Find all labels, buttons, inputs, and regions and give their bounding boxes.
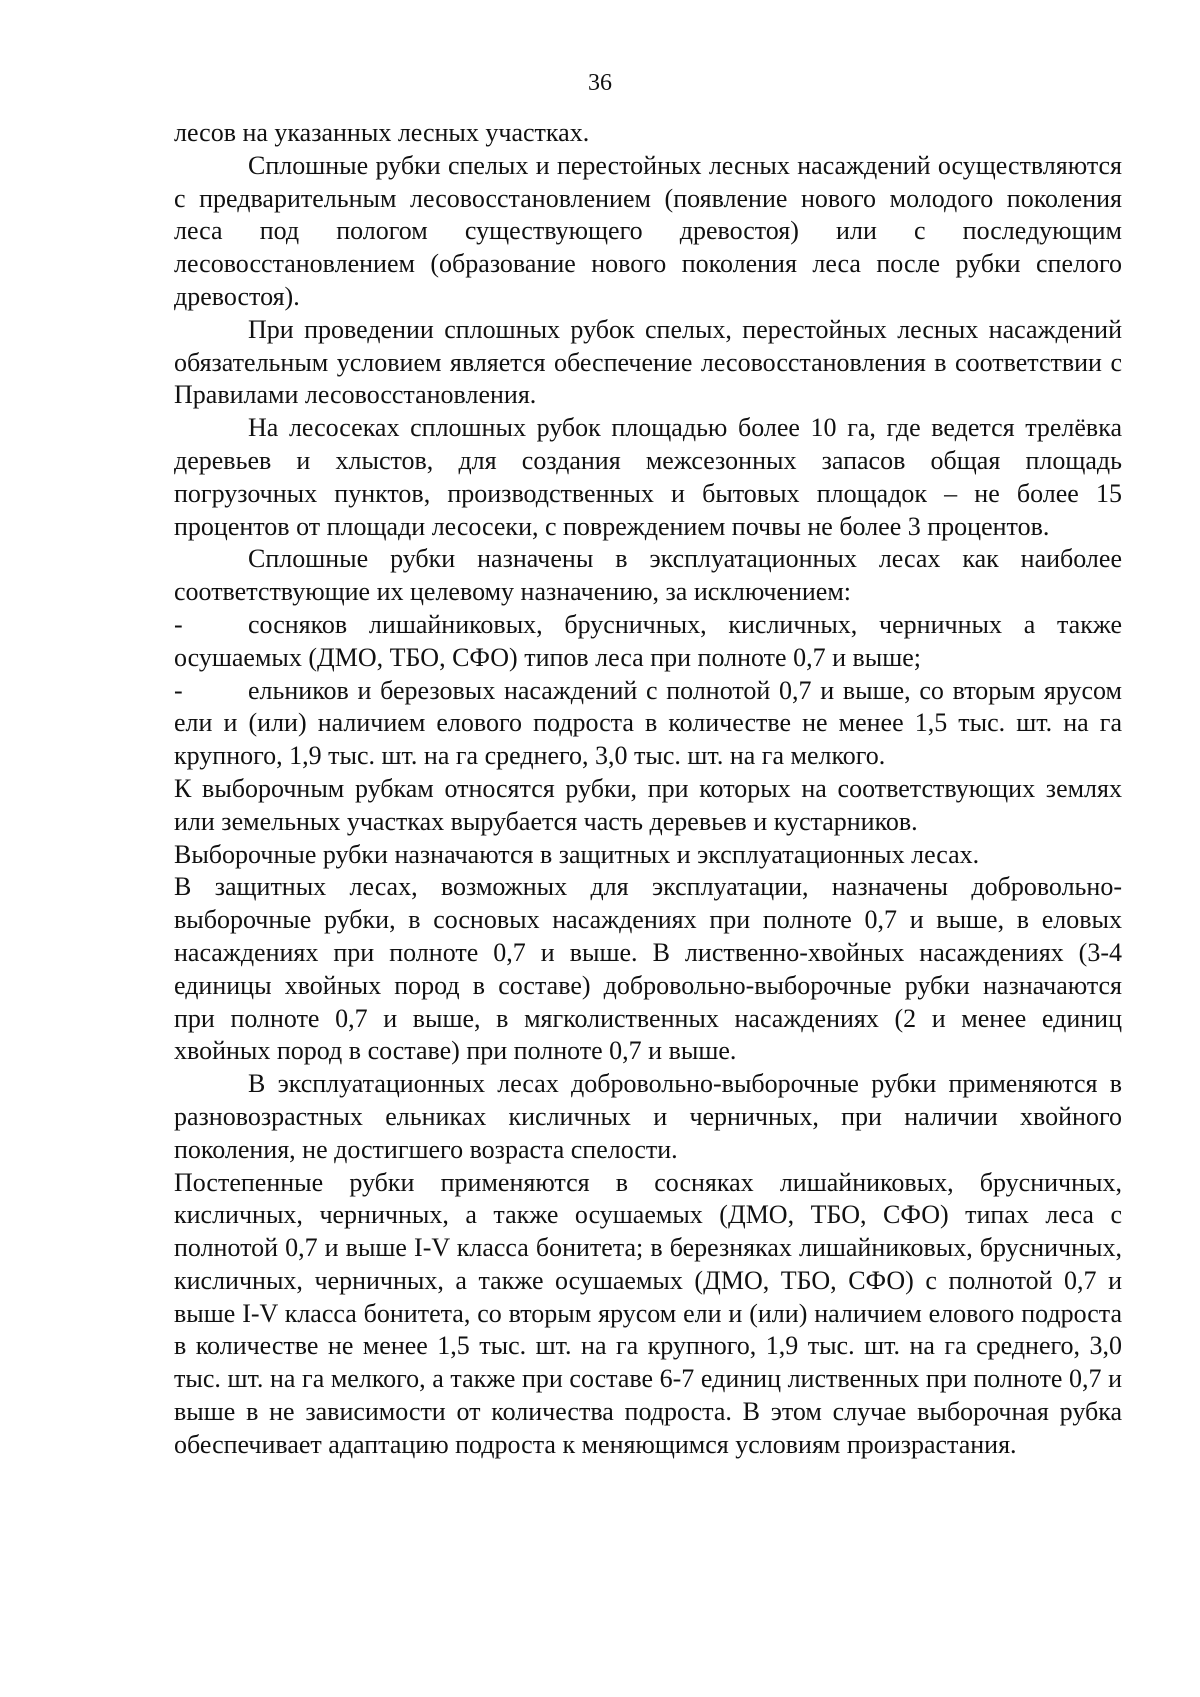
bullet-text: ельников и березовых насаждений с полнотой 0,7 и выше, со вторым ярусом ели и (или) наличием елового подроста в количестве не менее 1,5 тыс. шт. на га крупного, 1,9 тыс. шт. на га среднего, 3,0 тыс. шт. на га мелкого. (174, 675, 1122, 771)
paragraph: Сплошные рубки спелых и перестойных лесных насаждений осуществляются с предварительным лесовосстановлением (появление нового молодого поколения леса под пологом существующего древостоя) или с последующим лесовосстановлением (образование нового поколения леса после рубки спелого древостоя). (174, 150, 1122, 311)
paragraph: На лесосеках сплошных рубок площадью более 10 га, где ведется трелёвка деревьев и хлыстов, для создания межсезонных запасов общая площадь погрузочных пунктов, производственных и бытовых площадок – не более 15 процентов от площади лесосеки, с повреждением почвы не более 3 процентов. (174, 413, 1122, 541)
paragraph: В эксплуатационных лесах добровольно-выборочные рубки применяются в разновозрастных ельниках кисличных и черничных, при наличии хвойного поколения, не достигшего возраста спелости. (174, 1069, 1122, 1164)
paragraph: Сплошные рубки назначены в эксплуатационных лесах как наиболее соответствующие их целевому назначению, за исключением: (174, 544, 1122, 607)
bullet-text: сосняков лишайниковых, брусничных, кисличных, черничных а также осушаемых (ДМО, ТБО, СФО) типов леса при полноте 0,7 и выше; (174, 609, 1122, 672)
paragraph: Выборочные рубки назначаются в защитных и эксплуатационных лесах. (174, 839, 980, 869)
bullet-item (174, 609, 1122, 675)
page-number: 36 (588, 70, 612, 96)
document-body (174, 117, 1122, 1462)
bullet-dash: - (174, 675, 183, 705)
paragraph: В защитных лесах, возможных для эксплуатации, назначены добровольно-выборочные рубки, в сосновых насаждениях при полноте 0,7 и выше, в еловых насаждениях при полноте 0,7 и выше. В лиственно-хвойных насаждениях (3-4 единицы хвойных пород в составе) добровольно-выборочные рубки назначаются при полноте 0,7 и выше, в мягколиственных насаждениях (2 и менее единиц хвойных пород в составе) при полноте 0,7 и выше. (174, 872, 1122, 1066)
paragraph: лесов на указанных лесных участках. (174, 118, 590, 147)
bullet-dash: - (174, 609, 183, 639)
paragraph: К выборочным рубкам относятся рубки, при которых на соответствующих землях или земельных участках вырубается часть деревьев и кустарников. (174, 773, 1122, 836)
paragraph: Постепенные рубки применяются в сосняках лишайниковых, брусничных, кисличных, черничных, а также осушаемых (ДМО, ТБО, СФО) типах леса с полнотой 0,7 и выше I-V класса бонитета; в березняках лишайниковых, брусничных, кисличных, черничных, а также осушаемых (ДМО, ТБО, СФО) с полнотой 0,7 и выше I-V класса бонитета, со вторым ярусом ели и (или) наличием елового подроста в количестве не менее 1,5 тыс. шт. на га крупного, 1,9 тыс. шт. на га среднего, 3,0 тыс. шт. на га мелкого, а также при составе 6-7 единиц лиственных при полноте 0,7 и выше в не зависимости от количества подроста. В этом случае выборочная рубка обеспечивает адаптацию подроста к меняющимся условиям произрастания. (174, 1167, 1122, 1459)
bullet-item (174, 675, 1122, 773)
paragraph: При проведении сплошных рубок спелых, перестойных лесных насаждений обязательным условием является обеспечение лесовосстановления в соответствии с Правилами лесовосстановления. (174, 314, 1122, 410)
